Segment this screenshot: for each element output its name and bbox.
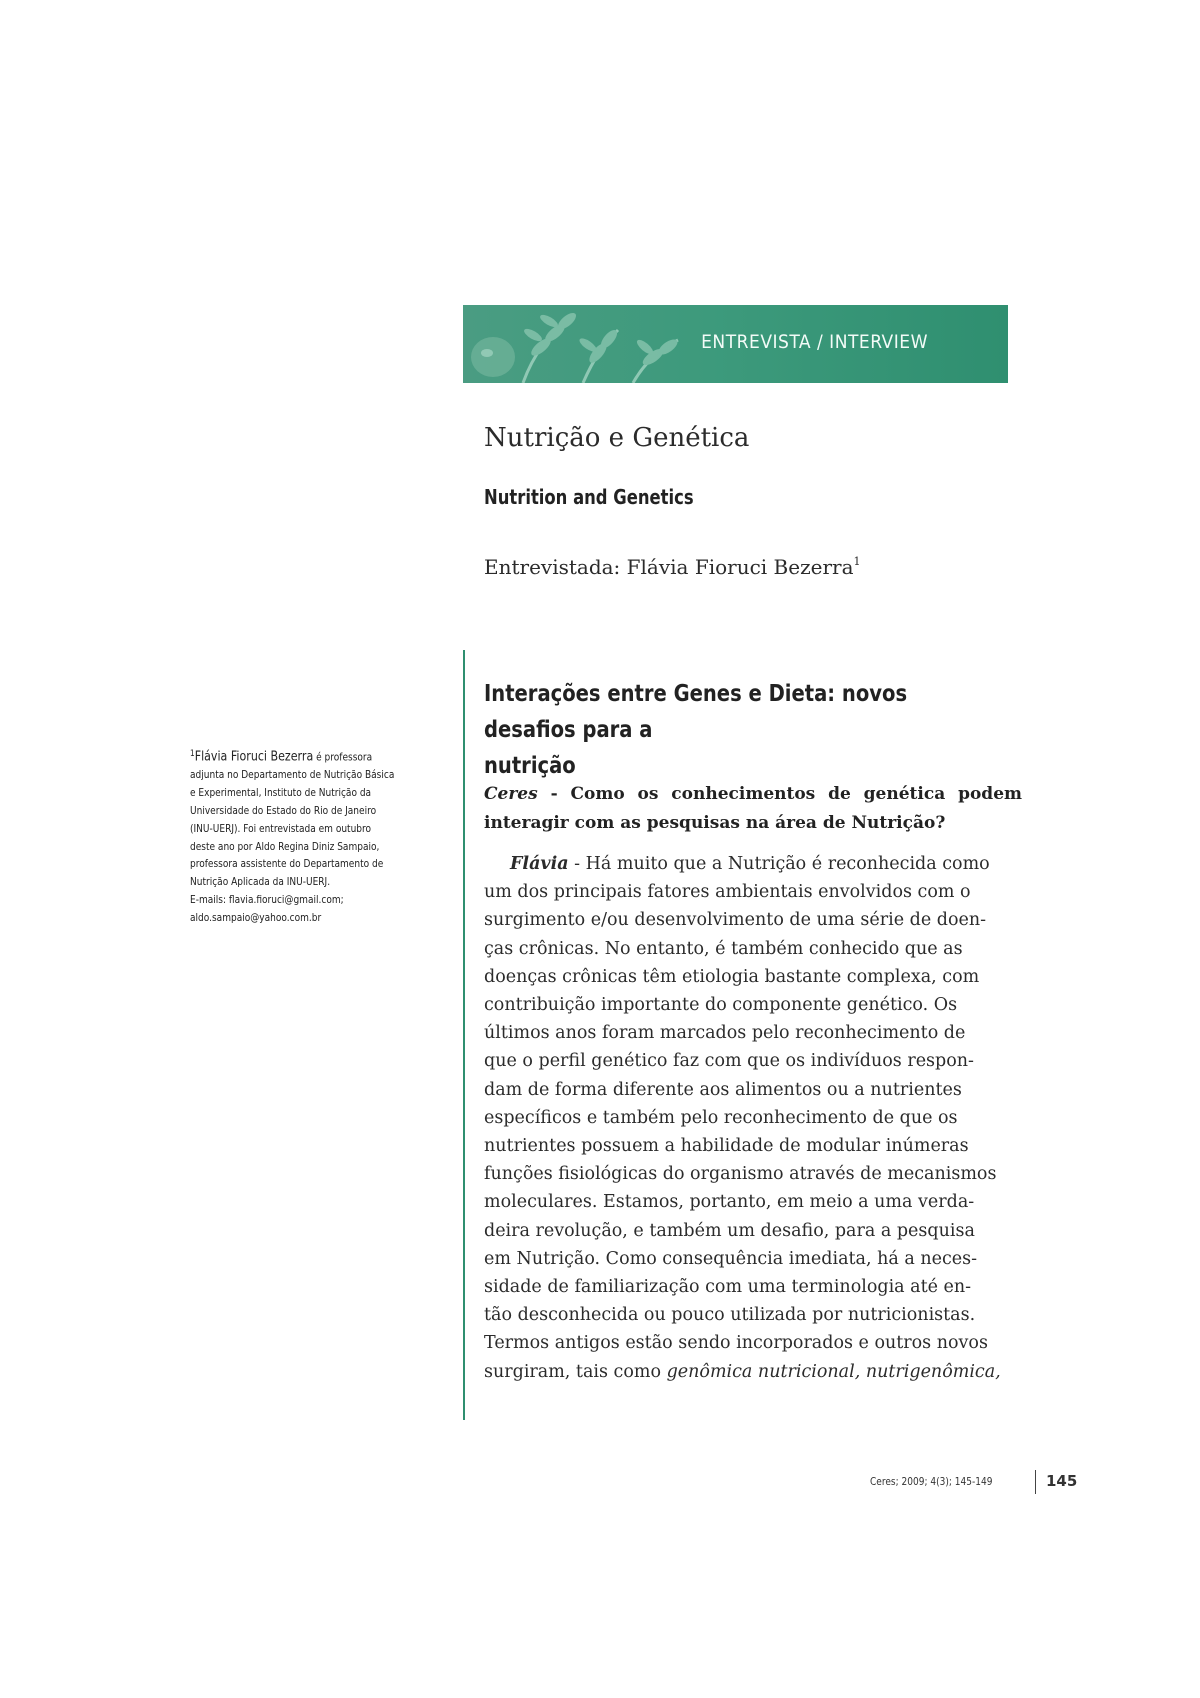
section-label: ENTREVISTA / INTERVIEW — [701, 331, 928, 353]
footnote-line: Universidade do Estado do Rio de Janeiro — [190, 804, 377, 818]
interviewee-line — [484, 555, 861, 579]
answer-line: um dos principais fatores ambientais envolvidos com o — [484, 882, 971, 903]
page-number: 145 — [1046, 1472, 1078, 1490]
section-banner — [463, 305, 1008, 383]
answer-line: últimos anos foram marcados pelo reconhecimento de — [484, 1023, 966, 1044]
section-heading-line: Interações entre Genes e Dieta: novos desafios para a — [484, 681, 908, 743]
article-title: Nutrição e Genética — [484, 423, 750, 453]
column-rule — [463, 650, 465, 1420]
answer-line: ças crônicas. No entanto, é também conhecido que as — [484, 938, 963, 959]
answer-line: dam de forma diferente aos alimentos ou a nutrientes — [484, 1079, 962, 1100]
footer-divider — [1035, 1470, 1036, 1494]
answer-line: sidade de familiarização com uma terminologia até en- — [484, 1277, 972, 1298]
author-footnote — [190, 746, 406, 927]
answer-line: Termos antigos estão sendo incorporados e outros novos — [484, 1333, 988, 1354]
interviewee-name: Entrevistada: Flávia Fioruci Bezerra — [484, 555, 854, 579]
answer-line: deira revolução, e também um desafio, para a pesquisa — [484, 1220, 975, 1241]
answer-line: Flávia - Há muito que a Nutrição é reconhecida como — [510, 854, 990, 874]
journal-citation: Ceres; 2009; 4(3); 145-149 — [870, 1475, 993, 1488]
answer-line: surgimento e/ou desenvolvimento de uma série de doen- — [484, 910, 987, 931]
interview-question — [484, 780, 1022, 838]
answer-line: que o perfil genético faz com que os indivíduos respon- — [484, 1051, 974, 1072]
answer-line: tão desconhecida ou pouco utilizada por nutricionistas. — [484, 1305, 976, 1326]
footnote-line: Nutrição Aplicada da INU-UERJ. — [190, 875, 331, 889]
footnote-marker: 1 — [853, 555, 861, 568]
answer-line: doenças crônicas têm etiologia bastante complexa, com — [484, 966, 980, 987]
question-speaker: Ceres — [484, 784, 538, 804]
answer-italic-terms: genômica nutricional, nutrigenômica, — [666, 1361, 1001, 1382]
section-heading-line: nutrição — [484, 753, 576, 779]
section-heading — [484, 676, 960, 784]
footnote-line: (INU-UERJ). Foi entrevistada em outubro — [190, 821, 372, 835]
footnote-line: professora assistente do Departamento de — [190, 857, 384, 871]
footnote-email-line: aldo.sampaio@yahoo.com.br — [190, 910, 322, 924]
article-subtitle: Nutrition and Genetics — [484, 485, 694, 509]
wheat-ornament-icon — [463, 305, 723, 383]
answer-line: surgiram, tais como genômica nutricional, nutrigenômica, — [484, 1361, 1001, 1382]
answer-line: nutrientes possuem a habilidade de modular inúmeras — [484, 1136, 969, 1157]
page-footer — [870, 1470, 1078, 1494]
answer-line: funções fisiológicas do organismo através de mecanismos — [484, 1164, 997, 1185]
answer-line: moleculares. Estamos, portanto, em meio a uma verda- — [484, 1192, 975, 1213]
footnote-author-name: Flávia Fioruci Bezerra — [194, 748, 314, 765]
answer-line: específicos e também pelo reconhecimento de que os — [484, 1107, 958, 1128]
footnote-line: adjunta no Departamento de Nutrição Básica — [190, 768, 395, 782]
footnote-line: e Experimental, Instituto de Nutrição da — [190, 786, 372, 800]
answer-line: contribuição importante do componente genético. Os — [484, 995, 958, 1016]
footnote-line: $^1$Flávia Fioruci Bezerra é professora — [190, 748, 373, 765]
question-text: - Como os conhecimentos de genética podem interagir com as pesquisas na área de Nutrição? — [484, 784, 1022, 833]
answer-line: em Nutrição. Como consequência imediata, há a neces- — [484, 1248, 978, 1269]
interview-answer — [484, 850, 1006, 1386]
footnote-email-line: E-mails: flavia.fioruci@gmail.com; — [190, 893, 344, 907]
footnote-line: deste ano por Aldo Regina Diniz Sampaio, — [190, 839, 380, 853]
answer-speaker: Flávia — [510, 854, 569, 874]
